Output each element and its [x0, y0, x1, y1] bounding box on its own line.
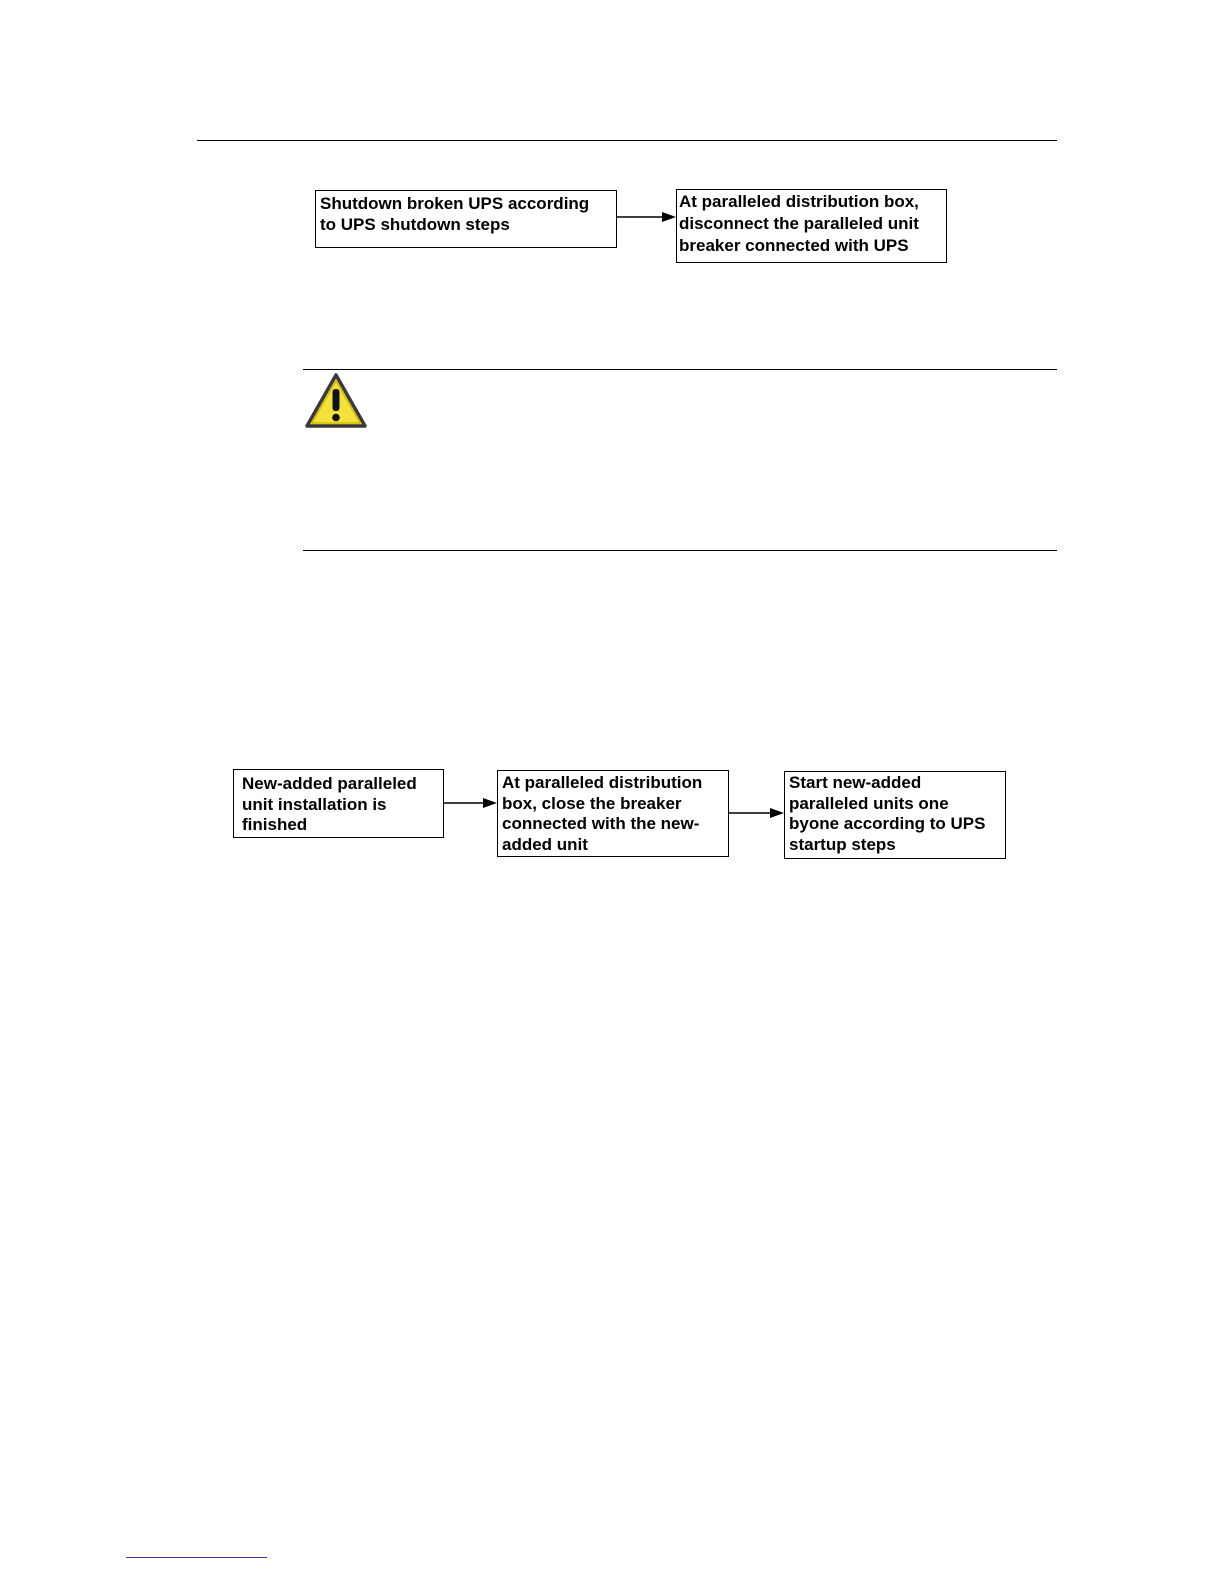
warning-triangle-icon	[304, 372, 368, 430]
arrow-right-icon	[728, 806, 786, 820]
flow-box-installation-finished: New-added paralleled unit installation is finished	[233, 769, 444, 838]
arrow-right-icon	[616, 210, 680, 224]
header-rule	[197, 140, 1057, 141]
footnote-rule	[126, 1557, 267, 1558]
flow-box-start-units: Start new-added paralleled units one byone according to UPS startup steps	[784, 771, 1006, 859]
flow-box-shutdown-ups: Shutdown broken UPS according to UPS shutdown steps	[315, 190, 617, 248]
warning-top-rule	[303, 369, 1057, 370]
flow-box-close-breaker: At paralleled distribution box, close the breaker connected with the new- added unit	[497, 770, 729, 857]
flow-box-disconnect-breaker: At paralleled distribution box, disconnect the paralleled unit breaker connected with UPS	[676, 189, 947, 263]
warning-bottom-rule	[303, 550, 1057, 551]
arrow-right-icon	[443, 796, 499, 810]
